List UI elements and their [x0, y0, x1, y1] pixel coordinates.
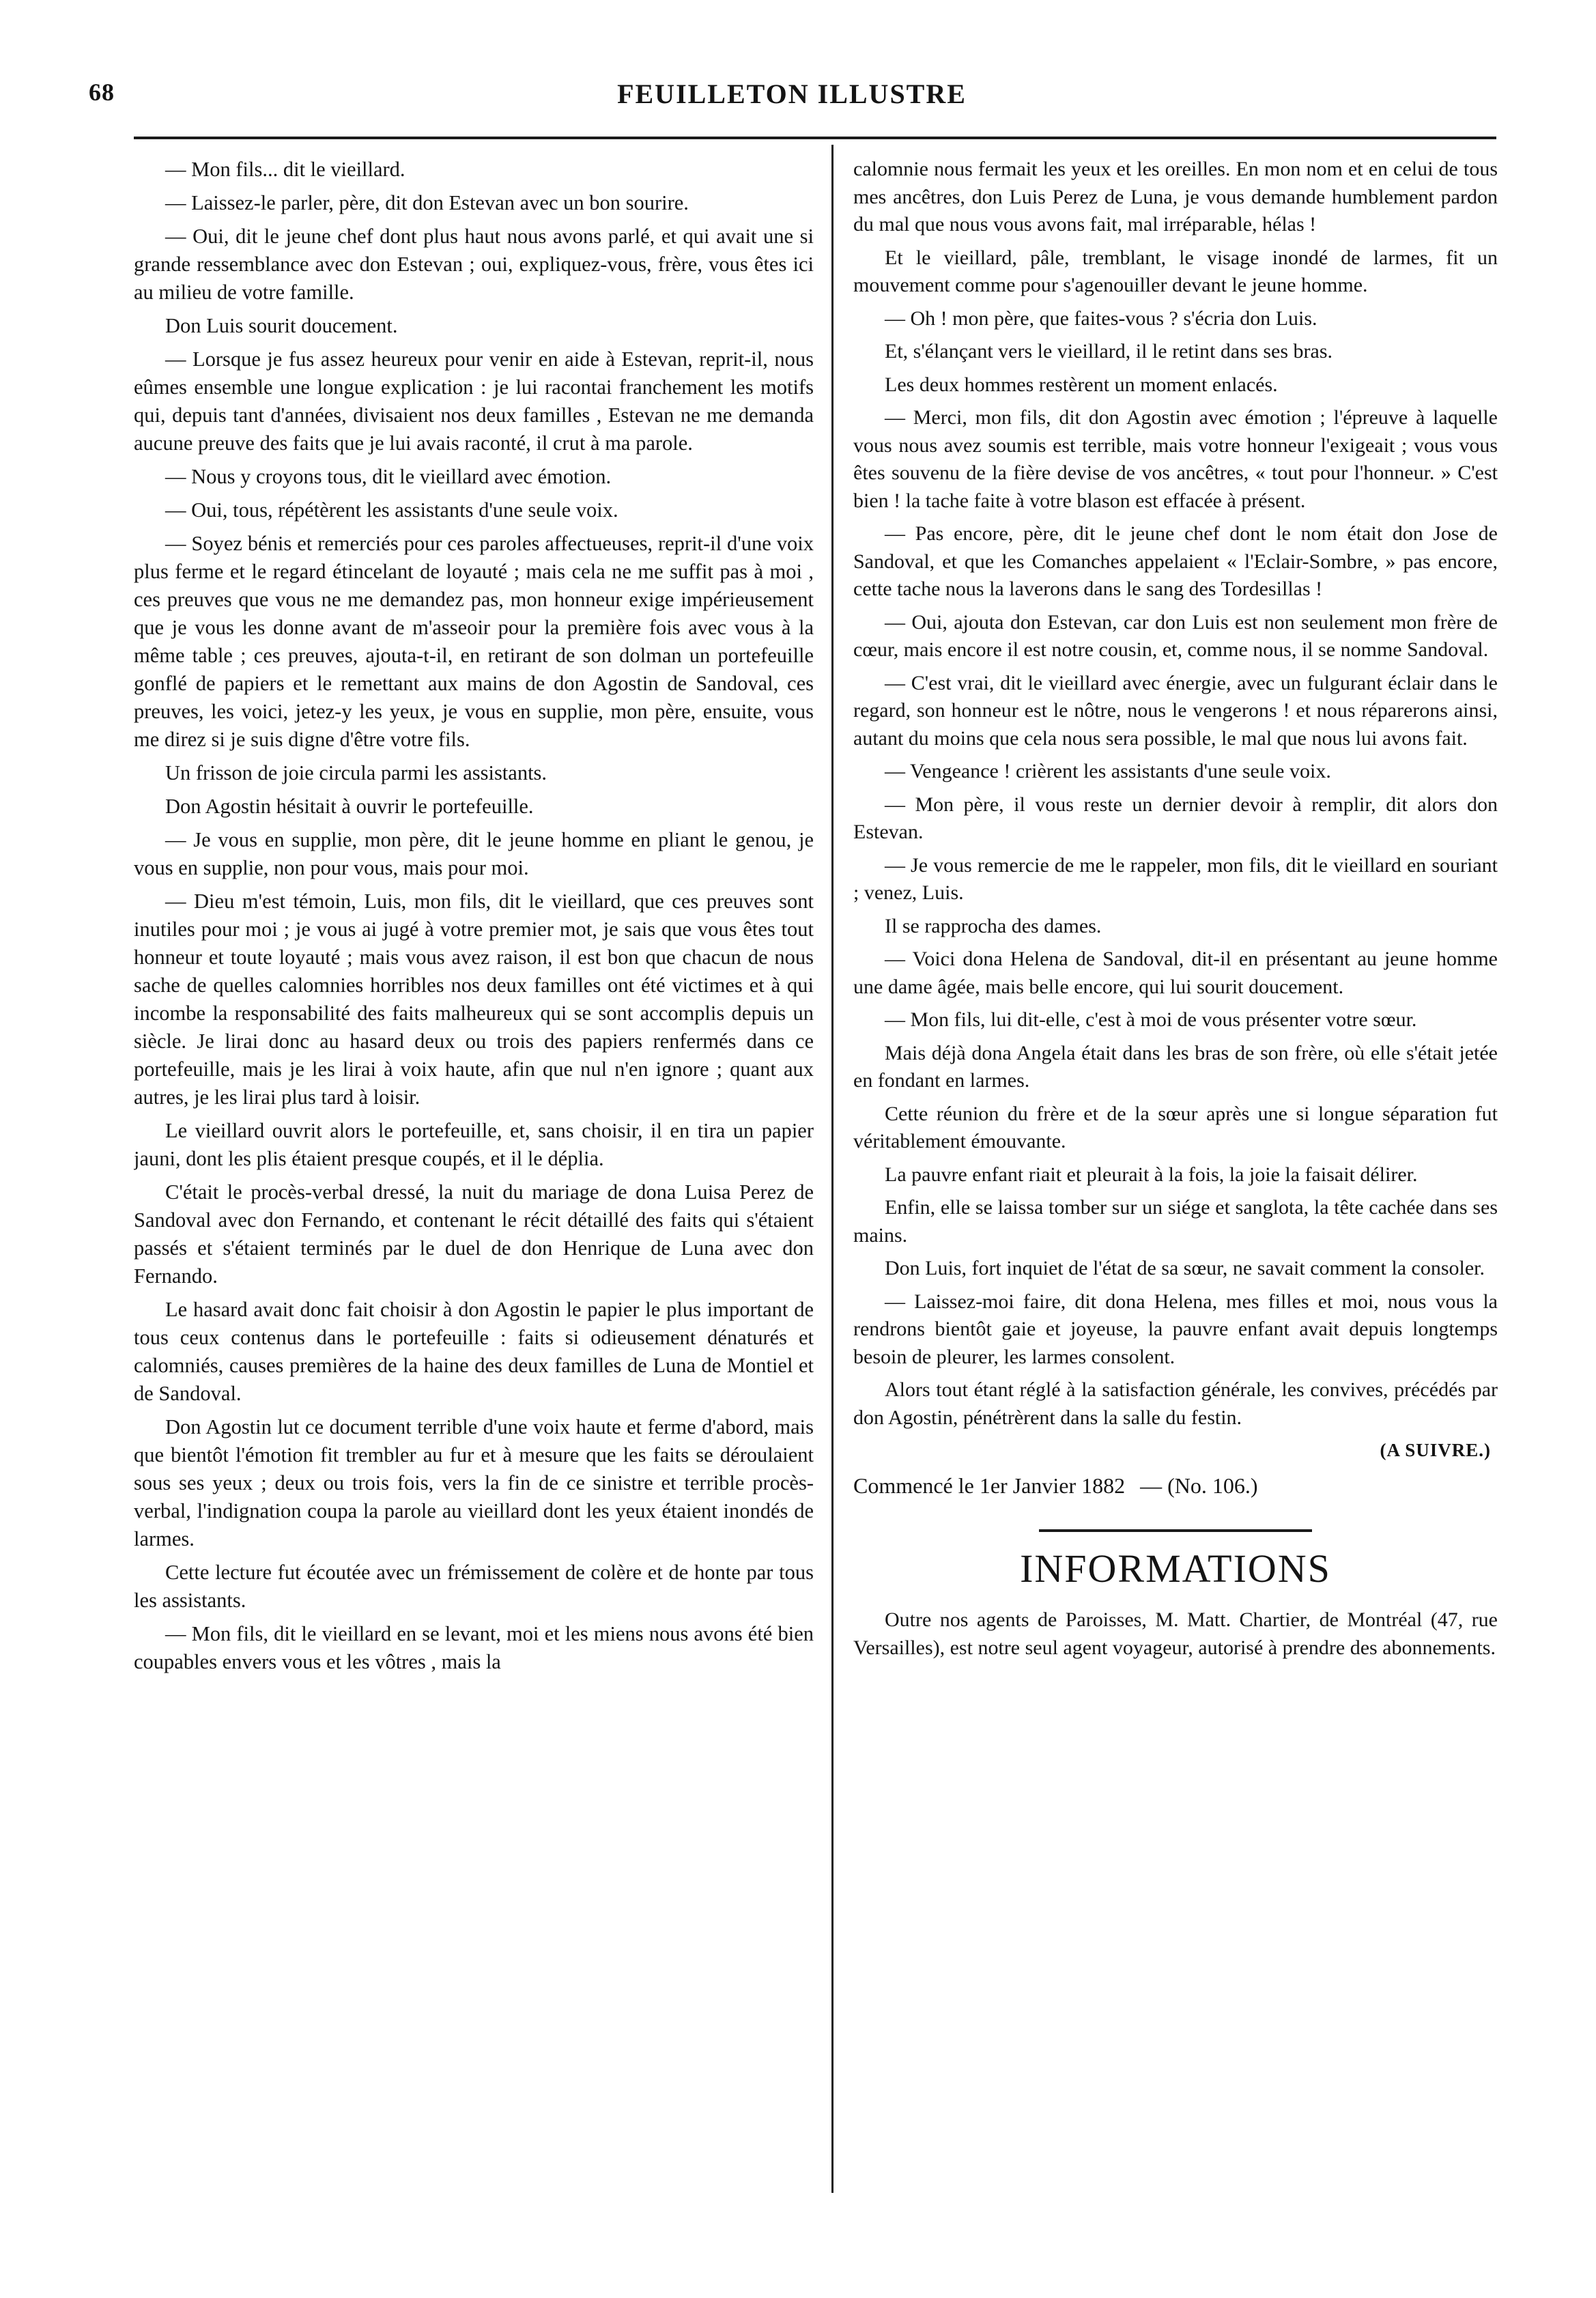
- paragraph: Le vieillard ouvrit alors le portefeuille, et, sans choisir, il en tira un papier jauni, dont les plis étaient presque coupés, et il le déplia.: [134, 1119, 814, 1170]
- paragraph: — Mon père, il vous reste un dernier devoir à remplir, dit alors don Estevan.: [853, 793, 1498, 843]
- paragraph: — Nous y croyons tous, dit le vieillard avec émotion.: [165, 465, 612, 488]
- informations-rule: [1039, 1529, 1312, 1532]
- paragraph: — Oui, tous, répétèrent les assistants d'une seule voix.: [165, 498, 618, 522]
- paragraph: — Je vous en supplie, mon père, dit le jeune homme en pliant le genou, je vous en supplie, non pour vous, mais pour moi.: [134, 828, 814, 879]
- paragraph: — Mon fils... dit le vieillard.: [165, 158, 405, 181]
- paragraph: Don Agostin hésitait à ouvrir le portefeuille.: [165, 795, 534, 818]
- paragraph: — Voici dona Helena de Sandoval, dit-il en présentant au jeune homme une dame âgée, mais belle encore, qui lui sourit doucement.: [853, 948, 1498, 998]
- paragraph: Les deux hommes restèrent un moment enlacés.: [885, 373, 1278, 396]
- paragraph: — Pas encore, père, dit le jeune chef dont le nom était don Jose de Sandoval, et que les Comanches appelaient « l'Eclair-Sombre, » pas encore, cette tache nous la laverons dans le sang des Tordesillas !: [853, 522, 1498, 600]
- right-column: [853, 156, 1498, 2204]
- paragraph: C'était le procès-verbal dressé, la nuit du mariage de dona Luisa Perez de Sandoval avec don Fernando, et contenant le récit détaillé des faits qui s'étaient passés et s'étaient terminés par le duel de don Henrique de Luna avec don Fernando.: [134, 1180, 814, 1288]
- a-suivre-note: (A SUIVRE.): [1380, 1440, 1491, 1460]
- paragraph: — C'est vrai, dit le vieillard avec énergie, avec un fulgurant éclair dans le regard, son honneur est le nôtre, nous le vengerons ! et nous réparerons ainsi, autant du moins que cela nous sera possible, le mal que nous lui avons fait.: [853, 671, 1498, 750]
- paragraph: — Vengeance ! crièrent les assistants d'une seule voix.: [885, 760, 1331, 782]
- paragraph: Cette lecture fut écoutée avec un frémissement de colère et de honte par tous les assistants.: [134, 1561, 814, 1612]
- paragraph: Alors tout étant réglé à la satisfaction générale, les convives, précédés par don Agostin, pénétrèrent dans la salle du festin.: [853, 1378, 1498, 1429]
- paragraph: — Je vous remercie de me le rappeler, mon fils, dit le vieillard en souriant ; venez, Luis.: [853, 853, 1498, 904]
- paragraph: Et, s'élançant vers le vieillard, il le retint dans ses bras.: [885, 340, 1333, 363]
- header-rule: [134, 137, 1496, 139]
- paragraph: Enfin, elle se laissa tomber sur un siége et sanglota, la tête cachée dans ses mains.: [853, 1196, 1498, 1247]
- paragraph: Et le vieillard, pâle, tremblant, le visage inondé de larmes, fit un mouvement comme pour s'agenouiller devant le jeune homme.: [853, 246, 1498, 296]
- paragraph: Cette réunion du frère et de la sœur après une si longue séparation fut véritablement émouvante.: [853, 1102, 1498, 1152]
- paragraph: La pauvre enfant riait et pleurait à la fois, la joie la faisait délirer.: [885, 1163, 1418, 1186]
- paragraph: — Lorsque je fus assez heureux pour venir en aide à Estevan, reprit-il, nous eûmes ensemble une longue explication : je lui racontai franchement les motifs qui, depuis tant d'années, divisaient nos deux familles , Estevan ne me demanda aucune preuve des faits que je lui avais raconté, il crut à ma parole.: [134, 347, 814, 455]
- paragraph: Un frisson de joie circula parmi les assistants.: [165, 761, 547, 784]
- paragraph: Le hasard avait donc fait choisir à don Agostin le papier le plus important de tous ceux contenus dans le portefeuille : faits si odieusement dénaturés et calomniés, causes premières de la haine des deux familles de Luna de Montiel et de Sandoval.: [134, 1298, 814, 1405]
- serial-number: — (No. 106.): [1140, 1473, 1258, 1498]
- paragraph: — Merci, mon fils, dit don Agostin avec émotion ; l'épreuve à laquelle vous nous avez soumis est terrible, mais votre honneur l'exigeait ; vous vous êtes souvenu de la fière devise de vos ancêtres, « tout pour l'honneur. » C'est bien ! la tache faite à votre blason est effacée à présent.: [853, 406, 1498, 512]
- paragraph: Il se rapprocha des dames.: [885, 914, 1102, 937]
- paragraph: — Dieu m'est témoin, Luis, mon fils, dit le vieillard, que ces preuves sont inutiles pour moi ; je vous ai jugé à votre premier mot, je sais que vous êtes tout honneur et toute loyauté ; mais vous avez raison, il est bon que chacun de nous sache de quelles calomnies horribles nos deux familles ont été victimes et à qui incombe la responsabilité des faits malheureux qui se sont accomplis depuis un siècle. Je lirai donc au hasard deux ou trois des papiers renfermés dans ce portefeuille, mais je les lirai à voix haute, afin que nul n'en ignore ; quant aux autres, je les lirai plus tard à loisir.: [134, 890, 814, 1109]
- paragraph: Don Luis, fort inquiet de l'état de sa sœur, ne savait comment la consoler.: [885, 1257, 1485, 1279]
- paragraph: — Mon fils, dit le vieillard en se levant, moi et les miens nous avons été bien coupables envers vous et les vôtres , mais la: [134, 1622, 814, 1673]
- paragraph: — Soyez bénis et remerciés pour ces paroles affectueuses, reprit-il d'une voix plus ferme et le regard étincelant de loyauté ; mais cela ne me suffit pas à moi , ces preuves que vous ne me demandez pas, mon honneur exige impérieusement que je vous les donne avant de m'asseoir pour la première fois avec vous à la même table ; ces preuves, ajouta-t-il, en retirant de son dolman un portefeuille gonflé de papiers et le remettant aux mains de don Agostin de Sandoval, ces preuves, les voici, jetez-y les yeux, je vous en supplie, mon père, ensuite, vous me direz si je suis digne d'être votre fils.: [134, 532, 814, 751]
- paragraph: Don Luis sourit doucement.: [165, 314, 398, 337]
- serial-start-date: Commencé le 1er Janvier 1882: [853, 1473, 1126, 1498]
- paragraph: Mais déjà dona Angela était dans les bras de son frère, où elle s'était jetée en fondant en larmes.: [853, 1041, 1498, 1092]
- serial-start-note: [853, 1471, 1498, 1501]
- paragraph: Don Agostin lut ce document terrible d'une voix haute et ferme d'abord, mais que bientôt l'émotion fit trembler au fur et à mesure que les faits se déroulaient sous ses yeux ; deux ou trois fois, vers la fin de ce sinistre et terrible procès-verbal, l'indignation coupa la parole au vieillard dont les yeux étaient inondés de larmes.: [134, 1415, 814, 1550]
- paragraph: — Mon fils, lui dit-elle, c'est à moi de vous présenter votre sœur.: [885, 1008, 1417, 1031]
- paragraph: — Oui, ajouta don Estevan, car don Luis est non seulement mon frère de cœur, mais encore il est notre cousin, et, comme nous, il se nomme Sandoval.: [853, 610, 1498, 661]
- informations-heading: INFORMATIONS: [1020, 1546, 1331, 1591]
- column-rule: [831, 145, 833, 2193]
- paragraph: — Laissez-moi faire, dit dona Helena, mes filles et moi, nous vous la rendrons bientôt gaie et joyeuse, la pauvre enfant avait depuis longtemps besoin de pleurer, les larmes consolent.: [853, 1290, 1498, 1368]
- paragraph: — Oh ! mon père, que faites-vous ? s'écria don Luis.: [885, 307, 1317, 330]
- informations-paragraph: Outre nos agents de Paroisses, M. Matt. Chartier, de Montréal (47, rue Versailles), est notre seul agent voyageur, autorisé à prendre des abonnements.: [853, 1608, 1498, 1659]
- paragraph: — Laissez-le parler, père, dit don Estevan avec un bon sourire.: [165, 191, 689, 214]
- running-head: [89, 74, 1495, 115]
- paragraph: calomnie nous fermait les yeux et les oreilles. En mon nom et en celui de tous mes ancêtres, don Luis Perez de Luna, je vous demande humblement pardon du mal que nous vous avons fait, mal irréparable, hélas !: [853, 158, 1498, 236]
- left-column: [134, 156, 814, 2204]
- page-number: 68: [89, 79, 115, 106]
- paragraph: — Oui, dit le jeune chef dont plus haut nous avons parlé, et qui avait une si grande ressemblance avec don Estevan ; oui, expliquez-vous, frère, vous êtes ici au milieu de votre famille.: [134, 225, 814, 304]
- publication-title: FEUILLETON ILLUSTRE: [617, 79, 967, 109]
